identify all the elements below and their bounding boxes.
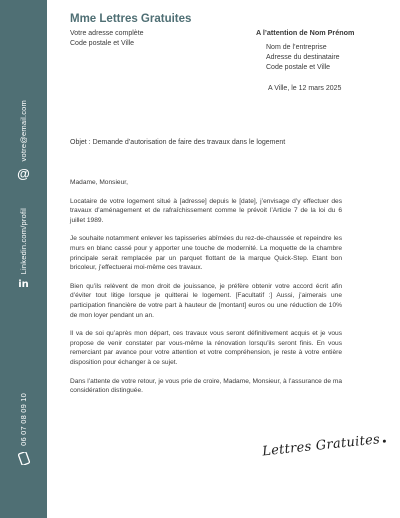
recipient-city: Code postale et Ville — [266, 64, 331, 71]
signature-text: Lettres Gratuites — [261, 432, 381, 460]
body-paragraph: Bien qu’ils relèvent de mon droit de jouissance, je préfère obtenir votre accord écrit afin d’éviter tout litige lorsque je quitterai le logement. [Facultatif :] Aussi, j’aimerais une participation financière de votre part à hauteur de [montant] euros ou une réduction de 10% de mon loyer pendant un an. — [70, 282, 342, 319]
recipient-address-block — [266, 43, 340, 73]
email-text: votre@email.com — [19, 100, 28, 162]
phone-icon — [18, 452, 30, 467]
handwritten-signature — [262, 432, 387, 460]
contact-sidebar — [0, 0, 47, 518]
recipient-title: A l’attention de Nom Prénom — [256, 28, 355, 37]
sender-address: Votre adresse complète — [70, 30, 144, 37]
recipient-company: Nom de l’entreprise — [266, 44, 327, 51]
phone-contact — [0, 393, 47, 467]
linkedin-contact — [0, 208, 47, 290]
email-contact — [0, 100, 47, 180]
letter-subject: Objet : Demande d’autorisation de faire des travaux dans le logement — [70, 139, 286, 146]
sender-name: Mme Lettres Gratuites — [70, 13, 192, 25]
letter-body — [70, 178, 342, 405]
body-paragraph: Il va de soi qu’après mon départ, ces travaux vous seront définitivement acquis et je vous propose de venir constater par vous-même la rénovation lorsqu’ils seront finis. En vous remerciant par avance pour votre attention et votre compréhension, je reste à votre entière disposition pour échanger à ce sujet. — [70, 330, 342, 366]
closing-paragraph: Dans l’attente de votre retour, je vous prie de croire, Madame, Monsieur, à l’assurance de ma considération distinguée. — [70, 377, 342, 395]
linkedin-icon: in — [18, 279, 29, 291]
phone-text: 06 07 08 09 10 — [19, 393, 28, 446]
salutation: Madame, Monsieur, — [70, 179, 128, 186]
sender-address-block — [70, 29, 144, 49]
at-icon: @ — [17, 166, 30, 182]
sender-city: Code postale et Ville — [70, 40, 135, 47]
recipient-address: Adresse du destinataire — [266, 54, 340, 61]
body-paragraph: Locataire de votre logement situé à [adresse] depuis le [date], j’envisage d’y effectuer des travaux d’aménagement et de rafraîchissement comme le prévoit l’Article 7 de la loi du 6 juillet 1989. — [70, 197, 342, 224]
letter-date: A Ville, le 12 mars 2025 — [268, 85, 342, 92]
linkedin-text: Linkedin.com/profil — [19, 208, 28, 275]
body-paragraph: Je souhaite notamment enlever les tapisseries abîmées du rez-de-chaussée et repeindre les murs en blanc cassé pour y apporter une touche de modernité. La moquette de la chambre principale serait remplacée par un parquet flottant de la marque Quick-Step. Etant bon bricoleur, j’effectuerai moi-même ces travaux. — [70, 235, 342, 272]
